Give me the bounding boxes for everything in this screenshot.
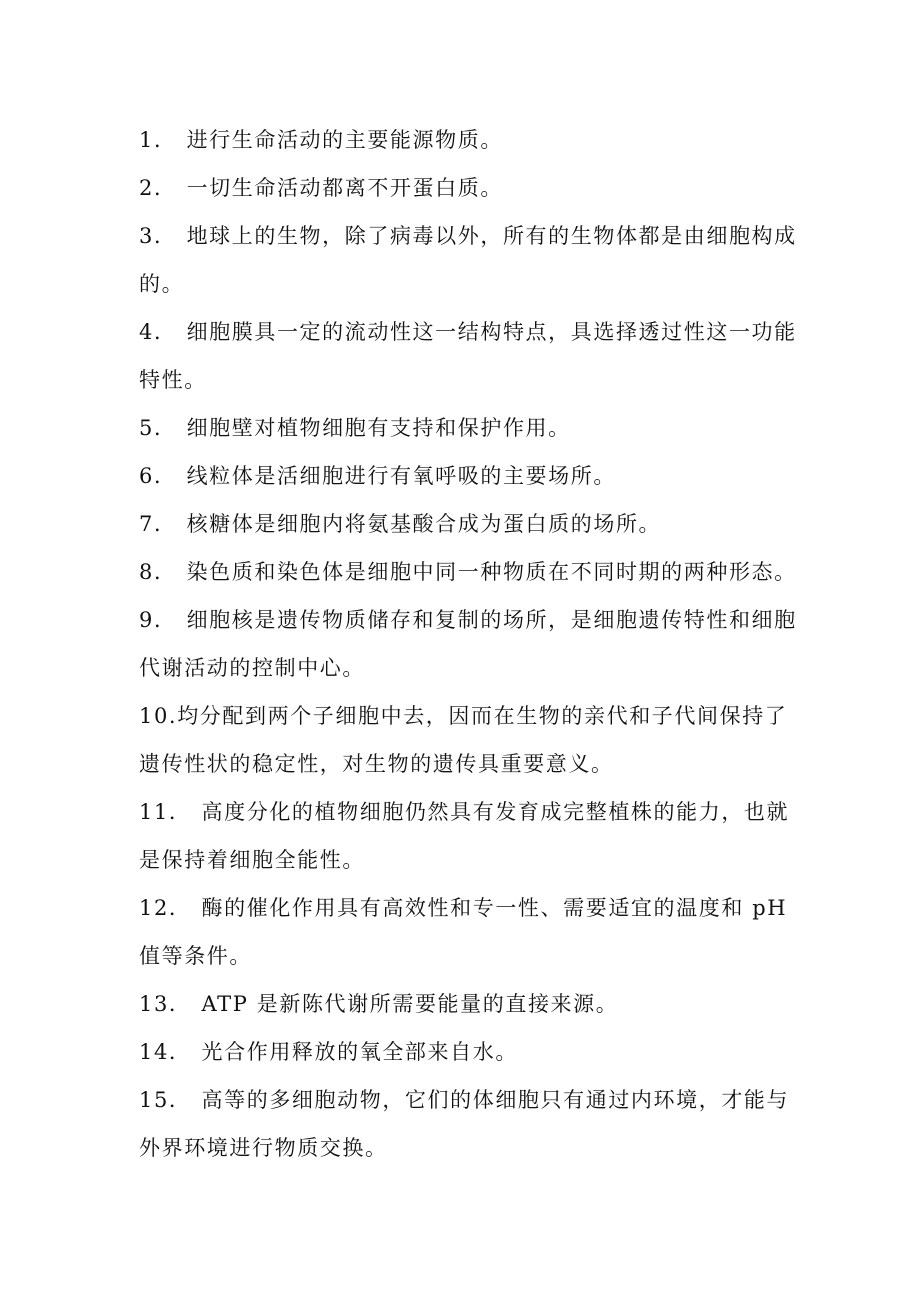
item-text: 酶的催化作用具有高效性和专一性、需要适宜的温度和 pH 值等条件。 — [139, 896, 788, 968]
list-item — [139, 1028, 799, 1076]
item-number: 13． — [139, 992, 192, 1016]
list-item — [139, 116, 799, 164]
item-text: 高度分化的植物细胞仍然具有发育成完整植株的能力，也就是保持着细胞全能性。 — [139, 800, 790, 872]
list-item — [139, 164, 799, 212]
item-number: 8． — [139, 560, 177, 584]
document-body — [139, 116, 799, 1172]
list-item — [139, 788, 799, 884]
item-number: 15． — [139, 1088, 192, 1112]
list-item — [139, 1076, 799, 1172]
item-number: 3． — [139, 224, 177, 248]
item-number: 9． — [139, 608, 177, 632]
item-text: 细胞核是遗传物质储存和复制的场所，是细胞遗传特性和细胞代谢活动的控制中心。 — [139, 608, 797, 680]
item-number: 11． — [139, 800, 192, 824]
item-number: 4． — [139, 320, 177, 344]
item-number: 6． — [139, 464, 177, 488]
item-text: 光合作用释放的氧全部来自水。 — [201, 1040, 518, 1064]
item-text: 均分配到两个子细胞中去，因而在生物的亲代和子代间保持了遗传性状的稳定性，对生物的遗传具重要意义。 — [139, 704, 788, 776]
list-item — [139, 884, 799, 980]
item-number: 2． — [139, 176, 177, 200]
item-text: 线粒体是活细胞进行有氧呼吸的主要场所。 — [186, 464, 616, 488]
item-text: 地球上的生物，除了病毒以外，所有的生物体都是由细胞构成的。 — [139, 224, 797, 296]
item-text: 细胞膜具一定的流动性这一结构特点，具选择透过性这一功能特性。 — [139, 320, 797, 392]
item-text: ATP 是新陈代谢所需要能量的直接来源。 — [201, 992, 619, 1016]
item-text: 核糖体是细胞内将氨基酸合成为蛋白质的场所。 — [186, 512, 662, 536]
item-number: 5． — [139, 416, 177, 440]
item-text: 一切生命活动都离不开蛋白质。 — [186, 176, 503, 200]
list-item — [139, 692, 799, 788]
item-number: 7． — [139, 512, 177, 536]
item-number: 10. — [139, 704, 178, 728]
item-number: 14． — [139, 1040, 192, 1064]
list-item — [139, 596, 799, 692]
item-text: 进行生命活动的主要能源物质。 — [186, 128, 503, 152]
list-item — [139, 212, 799, 308]
list-item — [139, 548, 799, 596]
item-number: 1． — [139, 128, 177, 152]
list-item — [139, 980, 799, 1028]
item-text: 高等的多细胞动物，它们的体细胞只有通过内环境，才能与外界环境进行物质交换。 — [139, 1088, 790, 1160]
list-item — [139, 308, 799, 404]
item-text: 细胞壁对植物细胞有支持和保护作用。 — [186, 416, 571, 440]
list-item — [139, 500, 799, 548]
item-number: 12． — [139, 896, 192, 920]
list-item — [139, 452, 799, 500]
item-text: 染色质和染色体是细胞中同一种物质在不同时期的两种形态。 — [186, 560, 797, 584]
list-item — [139, 404, 799, 452]
